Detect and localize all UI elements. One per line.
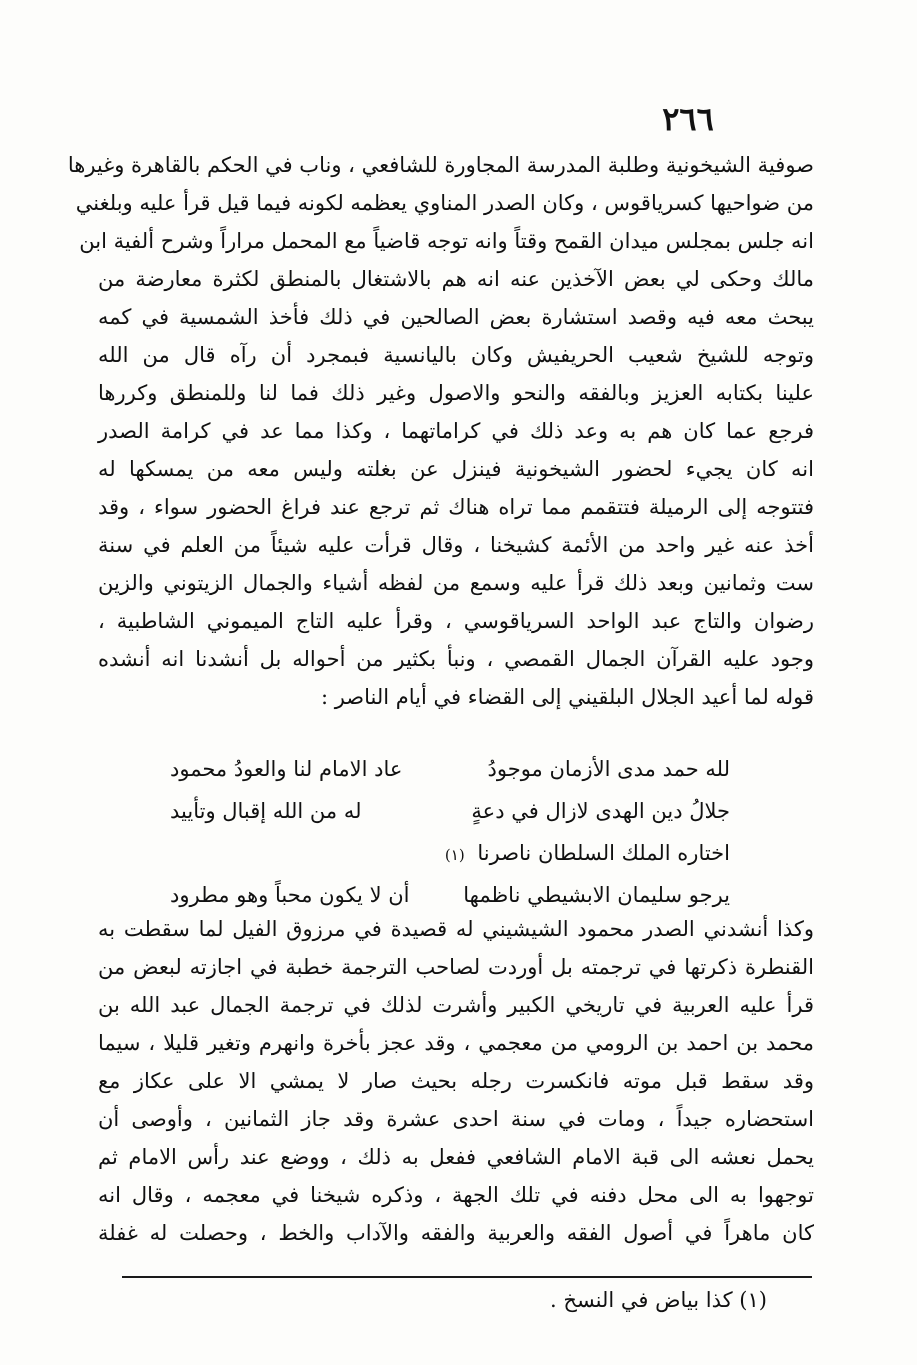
text-line: يبحث معه فيه وقصد استشارة بعض الصالحين في ذلك فأخذ الشمسية في كمه	[98, 305, 814, 329]
text-line: صوفية الشيخونية وطلبة المدرسة المجاورة للشافعي ، وناب في الحكم بالقاهرة وغيرها	[67, 153, 814, 177]
text-line: كان ماهراً في أصول الفقه والعربية والفقه والآداب والخط ، وحصلت له غفلة	[98, 1221, 814, 1245]
text-line: وجود عليه القرآن الجمال القمصي ، ونبأ بكثير من أحواله بل أنشدنا انه أنشده	[98, 647, 814, 671]
verse-first-hemistich: جلالُ دين الهدى لازال في دعةٍ	[471, 799, 730, 823]
text-line: انه جلس بمجلس ميدان القمح وقتاً وانه توجه قاضياً مع المحمل مراراً وشرح ألفية ابن	[79, 229, 814, 253]
main-paragraph	[67, 146, 814, 716]
verse-second-hemistich-blank	[170, 832, 440, 874]
text-line: القنطرة ذكرتها في ترجمته بل أوردت لصاحب الترجمة خطبة في اجازته لبعض من	[98, 955, 814, 979]
text-line: فرجع عما كان هم به وعد ذلك في كراماتهما ، وكذا مما عد في كرامة الصدر	[98, 419, 814, 443]
verse-second-hemistich: له من الله إقبال وتأييد	[170, 799, 362, 823]
text-line: مالك وحكى لي بعض الآخذين عنه انه هم بالاشتغال بالمنطق لكثرة معارضة من	[98, 267, 814, 291]
footnote-divider	[122, 1276, 812, 1278]
text-line: يحمل نعشه الى قبة الامام الشافعي ففعل به ذلك ، ووضع عند رأس الامام ثم	[98, 1145, 814, 1169]
verse-text: اختاره الملك السلطان ناصرنا	[477, 841, 730, 865]
verse-second-hemistich: عاد الامام لنا والعودُ محمود	[170, 757, 403, 781]
text-line: أخذ عنه غير واحد من الأئمة كشيخنا ، وقال قرأت عليه شيئاً من العلم في سنة	[98, 533, 814, 557]
verse-first-hemistich: يرجو سليمان الابشيطي ناظمها	[463, 883, 730, 907]
text-line: استحضاره جيداً ، ومات في سنة احدى عشرة وقد جاز الثمانين ، وأوصى أن	[98, 1107, 814, 1131]
page-number: ٢٦٦	[662, 100, 714, 138]
footnote: (١) كذا بياض في النسخ .	[550, 1288, 767, 1312]
text-line: من ضواحيها كسرياقوس ، وكان الصدر المناوي يعظمه لكونه فيما قيل قرأ عليه وبلغني	[75, 191, 814, 215]
text-line: وقد سقط قبل موته فانكسرت رجله بحيث صار لا يمشي الا على عكاز مع	[98, 1069, 814, 1093]
text-line: وتوجه للشيخ شعيب الحريفيش وكان باليانسية فبمجرد أن رآه قال من الله	[98, 343, 814, 367]
verse-first-hemistich: لله حمد مدى الأزمان موجودُ	[487, 757, 730, 781]
text-line-last: قوله لما أعيد الجلال البلقيني إلى القضاء في أيام الناصر :	[320, 685, 814, 709]
text-line: فتتوجه إلى الرميلة فتتقمم مما تراه هناك ثم ترجع عند فراغ الحضور سواء ، وقد	[98, 495, 814, 519]
text-line: توجهوا به الى محل دفنه في تلك الجهة ، وذكره شيخنا في معجمه ، وقال انه	[98, 1183, 814, 1207]
footnote-marker: (١)	[444, 846, 465, 864]
verse-line	[170, 748, 730, 790]
text-line: علينا بكتابه العزيز وبالفقه والنحو والاصول وغير ذلك فما لنا وللمنطق وكررها	[98, 381, 814, 405]
poem	[170, 748, 730, 916]
text-line: قرأ عليه العربية في تاريخي الكبير وأشرت لذلك في ترجمة الجمال عبد الله بن	[98, 993, 814, 1017]
text-line: انه كان يجيء لحضور الشيخونية فينزل عن بغلته وليس معه من يمسكها له	[98, 457, 814, 481]
verse-line	[170, 832, 730, 874]
text-line: ست وثمانين وبعد ذلك قرأ عليه وسمع من لفظه أشياء والجمال الزيتوني والزين	[98, 571, 814, 595]
verse-line	[170, 790, 730, 832]
verse-first-hemistich	[444, 832, 730, 874]
text-line: محمد بن احمد بن الرومي من معجمي ، وقد عجز بأخرة وانهرم وتغير قليلا ، سيما	[98, 1031, 814, 1055]
second-paragraph	[98, 910, 814, 1252]
text-line: رضوان والتاج عبد الواحد السرياقوسي ، وقرأ عليه التاج الميموني الشاطبية ،	[98, 609, 814, 633]
text-line: وكذا أنشدني الصدر محمود الشيشيني له قصيدة في مرزوق الفيل لما سقطت به	[98, 917, 814, 941]
verse-second-hemistich: أن لا يكون محباً وهو مطرود	[170, 883, 410, 907]
